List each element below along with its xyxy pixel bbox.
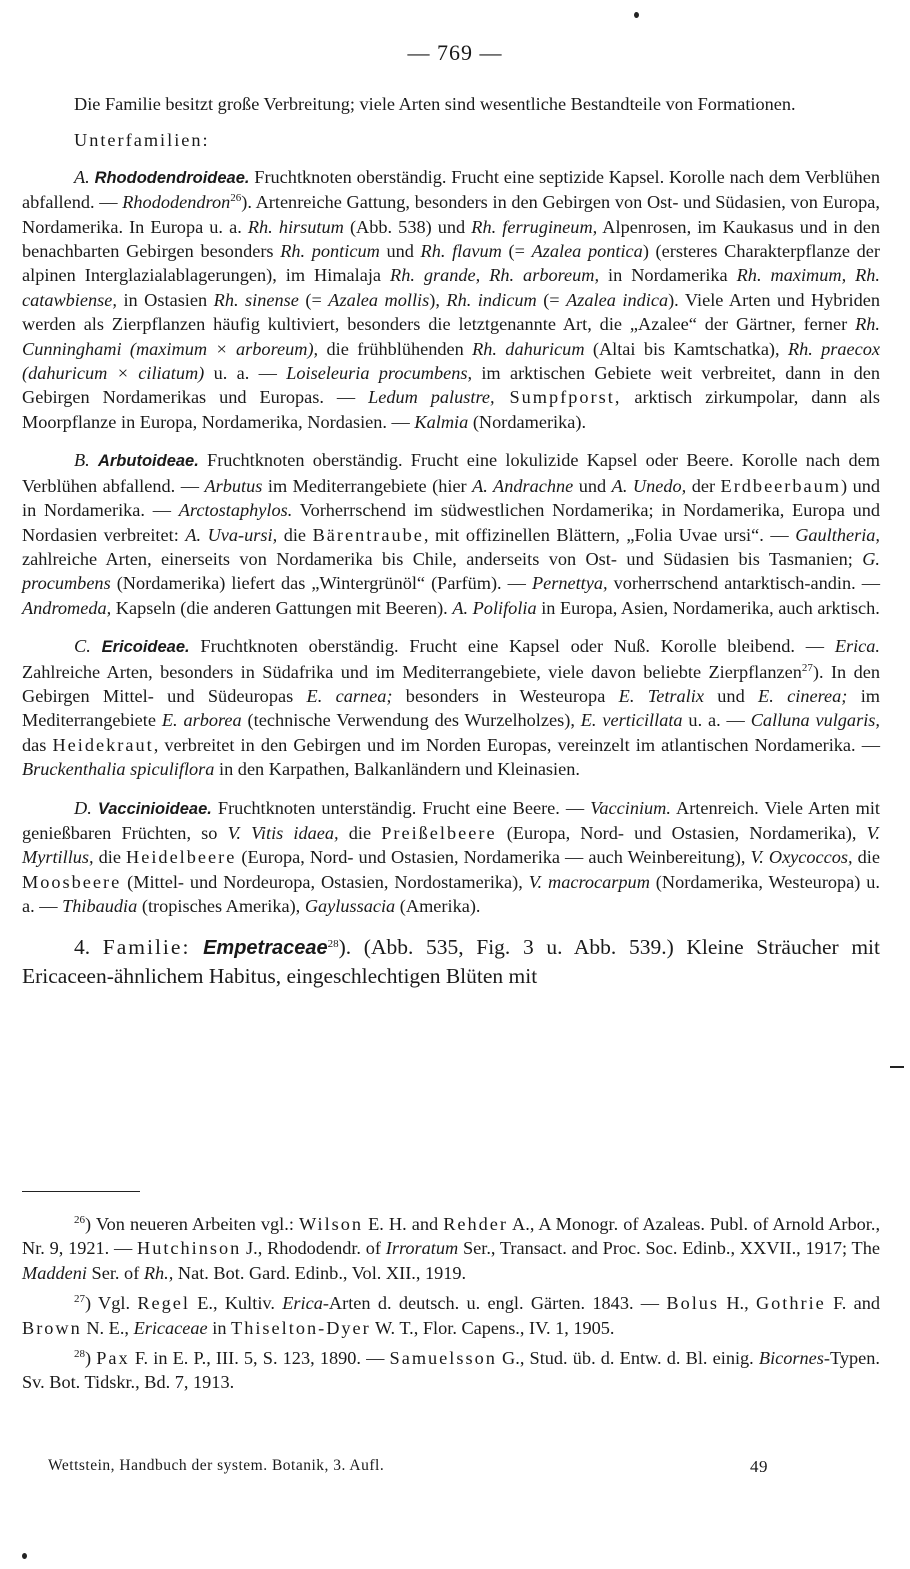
footnote-mark: 28 [74,1348,85,1361]
family-4-paragraph: 4. Familie: Empetraceae$^{28}$). (Abb. 535, Fig. 3 u. Abb. 539.) Kleine Sträucher mit Ericaceen-ähnlichem Habitus, eingeschlechtigen Blüten mit [22,934,880,988]
footnote-27: $^{27}$) Vgl. Regel E., Kultiv. Erica-Arten d. deutsch. u. engl. Gärten. 1843. — Bolus H., Gothrie F. and Brown N. E., Ericaceae in Thiselton-Dyer W. T., Flor. Capens., IV. 1, 1905. [22,1293,881,1338]
page-footer [48,1457,768,1475]
subfamily-name: Rhododendroideae. [94,168,250,187]
subfamily-letter: D. [74,797,92,818]
ink-dot [22,1553,27,1559]
family-label: Familie: [102,934,191,959]
subfamily-b-paragraph: B. Arbutoideae. Fruchtknoten oberständig. Frucht eine lokulizide Kapsel oder Beere. Korolle nach dem Verblühen abfallend. — Arbutus im Mediterrangebiete (hier A. Andrachne und A. Unedo, der Erdbeerbaum) und in Nordamerika. — Arctostaphylos. Vorherrschend im südwestlichen Nordamerika; in Nordamerika, Europa und Nordasien verbreitet: A. Uva-ursi, die Bärentraube, mit offizinellen Blättern, „Folia Uvae ursi“. — Gaultheria, zahlreiche Arten, einerseits von Nordamerika bis Chile, anderseits von Ost- und Südasien bis Tasmanien; G. procumbens (Nordamerika) liefert das „Wintergrünöl“ (Parfüm). — Pernettya, vorherrschend antarktisch-andin. — Andromeda, Kapseln (die anderen Gattungen mit Beeren). A. Polifolia in Europa, Asien, Nordamerika, auch arktisch. [22,450,880,618]
subfamilies-label: Unterfamilien: [74,130,210,151]
margin-mark [890,1066,904,1068]
subfamily-name: Arbutoideae. [97,452,199,471]
subfamily-d-paragraph: D. Vaccinioideae. Fruchtknoten unterständig. Frucht eine Beere. — Vaccinium. Artenreich. Viele Arten mit genießbaren Früchten, so V. Vitis idaea, die Preißelbeere (Europa, Nord- und Ostasien, Nordamerika), V. Myrtillus, die Heidelbeere (Europa, Nord- und Ostasien, Nordamerika — auch Weinbereitung), V. Oxycoccos, die Moosbeere (Mittel- und Nordeuropa, Ostasien, Nordostamerika), V. macrocarpum (Nordamerika, Westeuropa) u. a. — Thibaudia (tropisches Amerika), Gaylussacia (Amerika). [22,797,881,917]
footnote-rule [22,1191,140,1192]
main-text [22,92,880,990]
subfamily-name: Ericoideae. [101,638,190,657]
sheet-number: 49 [750,1457,768,1476]
ink-dot [634,12,639,18]
footnotes [22,1212,880,1401]
page-number: — 769 — [407,40,503,65]
footnote-mark: 26 [74,1214,85,1226]
footnote-26: $^{26}$) Von neueren Arbeiten vgl.: Wilson E. H. and Rehder A., A Monogr. of Azaleas. Publ. of Arnold Arbor., Nr. 9, 1921. — Hutchinson J., Rhododendr. of Irroratum Ser., Transact. and Proc. Soc. Edinb., XXVII., 1917; The Maddeni Ser. of Rh., Nat. Bot. Gard. Edinb., Vol. XII., 1919. [22,1214,881,1283]
family-name: Empetraceae [203,936,328,959]
footnote-ref: 26 [230,192,242,205]
subfamily-name: Vaccinioideae. [97,799,212,818]
subfamily-a-paragraph: A. Rhododendroideae. Fruchtknoten oberständig. Frucht eine septizide Kapsel. Korolle nach dem Verblühen abfallend. — Rhododendron$^{26}$). Artenreiche Gattung, besonders in den Gebirgen von Ost- und Südasien, von Europa, Nordamerika. In Europa u. a. Rh. hirsutum (Abb. 538) und Rh. ferrugineum, Alpenrosen, im Kaukasus und in den benachbarten Gebirgen besonders Rh. ponticum und Rh. flavum (= Azalea pontica) (ersteres Charakterpflanze der alpinen Interglazialablagerungen), im Himalaja Rh. grande, Rh. arboreum, in Nordamerika Rh. maximum, Rh. catawbiense, in Ostasien Rh. sinense (= Azalea mollis), Rh. indicum (= Azalea indica). Viele Arten und Hybriden werden als Zierpflanzen häufig kultiviert, besonders die letztgenannte Art, die „Azalee“ der Gärtner, ferner Rh. Cunninghami (maximum × arboreum), die frühblühenden Rh. dahuricum (Altai bis Kamtschatka), Rh. praecox (dahuricum × ciliatum) u. a. — Loiseleuria procumbens, im arktischen Gebiete weit verbreitet, dann in den Gebirgen Nordamerikas und Europas. — Ledum palustre, Sumpfporst, arktisch zirkumpolar, dann als Moorpflanze in Europa, Nordamerika, Nordasien. — Kalmia (Nordamerika). [22,166,881,432]
subfamily-letter: B. [74,450,90,471]
footnote-ref: 28 [327,937,339,950]
subfamily-c-paragraph: C. Ericoideae. Fruchtknoten oberständig. Frucht eine Kapsel oder Nuß. Korolle bleibend. — Erica. Zahlreiche Arten, besonders in Südafrika und im Mediterrangebiete, viele davon beliebte Zierpflanzen$^{27}$). In den Gebirgen Mittel- und Südeuropas E. carnea; besonders in Westeuropa E. Tetralix und E. cinerea; im Mediterrangebiete E. arborea (technische Verwendung des Wurzelholzes), E. verticillata u. a. — Calluna vulgaris, das Heidekraut, verbreitet in den Gebirgen und im Norden Europas, vereinzelt im atlantischen Nordamerika. — Bruckenthalia spiculiflora in den Karpathen, Balkanländern und Kleinasien. [22,636,880,780]
intro-paragraph: Die Familie besitzt große Verbreitung; viele Arten sind wesentliche Bestandteile von Formationen. [74,94,796,114]
subfamily-letter: A. [74,166,90,187]
footnote-ref: 27 [801,661,813,674]
subfamily-letter: C. [74,636,91,657]
footnote-28: $^{28}$) Pax F. in E. P., III. 5, S. 123, 1890. — Samuelsson G., Stud. üb. d. Entw. d. Bl. einig. Bicornes-Typen. Sv. Bot. Tidskr., Bd. 7, 1913. [22,1348,880,1393]
footnote-mark: 27 [74,1293,85,1306]
book-source: Wettstein, Handbuch der system. Botanik, 3. Aufl. [48,1457,385,1474]
